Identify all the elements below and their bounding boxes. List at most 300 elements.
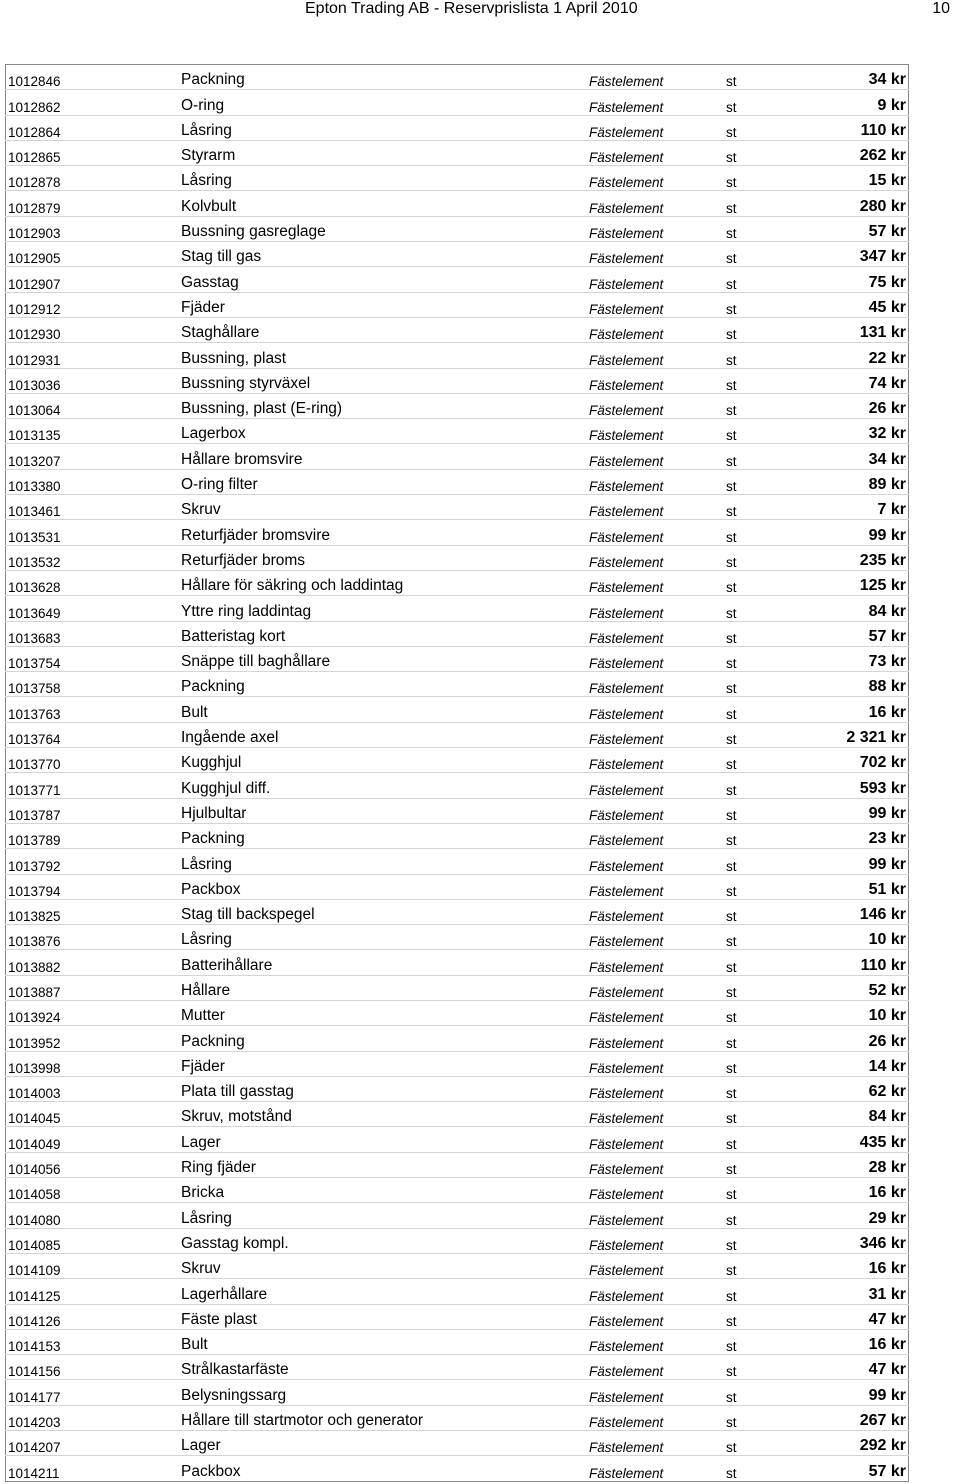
unit-cell: st [726,621,816,646]
part-number-cell: 1012862 [6,90,182,115]
part-name-cell: Yttre ring laddintag [181,596,589,621]
table-row [6,419,909,444]
part-name-cell: Skruv [181,1253,589,1278]
category-cell: Fästelement [589,1152,726,1177]
part-name-cell: Stag till gas [181,242,589,267]
part-number-cell: 1013758 [6,672,182,697]
price-cell: 51 kr [816,874,909,899]
category-cell: Fästelement [589,317,726,342]
part-number-cell: 1012930 [6,317,182,342]
unit-cell: st [726,849,816,874]
page-header [0,0,960,24]
price-cell: 31 kr [816,1279,909,1304]
part-number-cell: 1012903 [6,216,182,241]
price-cell: 28 kr [816,1152,909,1177]
part-number-cell: 1014109 [6,1253,182,1278]
table-row [6,1026,909,1051]
price-list-table-container [5,64,906,1482]
part-name-cell: Packning [181,823,589,848]
category-cell: Fästelement [589,697,726,722]
part-name-cell: Gasstag kompl. [181,1228,589,1253]
unit-cell: st [726,140,816,165]
part-number-cell: 1013882 [6,950,182,975]
table-row [6,773,909,798]
part-name-cell: Gasstag [181,267,589,292]
price-cell: 88 kr [816,672,909,697]
part-name-cell: Styrarm [181,140,589,165]
category-cell: Fästelement [589,545,726,570]
part-name-cell: Hållare till startmotor och generator [181,1405,589,1430]
category-cell: Fästelement [589,393,726,418]
part-number-cell: 1013064 [6,393,182,418]
price-cell: 26 kr [816,393,909,418]
category-cell: Fästelement [589,1076,726,1101]
table-row [6,621,909,646]
price-cell: 57 kr [816,216,909,241]
category-cell: Fästelement [589,874,726,899]
table-row [6,1228,909,1253]
table-row [6,798,909,823]
unit-cell: st [726,1000,816,1025]
price-cell: 10 kr [816,1000,909,1025]
part-name-cell: Batterihållare [181,950,589,975]
part-number-cell: 1012865 [6,140,182,165]
category-cell: Fästelement [589,773,726,798]
part-name-cell: Fäste plast [181,1304,589,1329]
price-cell: 346 kr [816,1228,909,1253]
part-number-cell: 1013952 [6,1026,182,1051]
unit-cell: st [726,1026,816,1051]
part-name-cell: Bult [181,1329,589,1354]
price-list-body [6,65,909,1482]
part-name-cell: Bussning gasreglage [181,216,589,241]
category-cell: Fästelement [589,722,726,747]
table-row [6,1355,909,1380]
price-cell: 292 kr [816,1431,909,1456]
price-cell: 22 kr [816,343,909,368]
part-name-cell: Returfjäder bromsvire [181,520,589,545]
table-row [6,1102,909,1127]
part-number-cell: 1013754 [6,646,182,671]
price-cell: 146 kr [816,899,909,924]
category-cell: Fästelement [589,596,726,621]
category-cell: Fästelement [589,242,726,267]
part-number-cell: 1013649 [6,596,182,621]
unit-cell: st [726,798,816,823]
part-number-cell: 1014153 [6,1329,182,1354]
price-list-table [5,64,909,1482]
category-cell: Fästelement [589,216,726,241]
part-name-cell: Packning [181,672,589,697]
part-number-cell: 1013792 [6,849,182,874]
table-row [6,191,909,216]
part-name-cell: Belysningssarg [181,1380,589,1405]
unit-cell: st [726,1076,816,1101]
category-cell: Fästelement [589,469,726,494]
unit-cell: st [726,975,816,1000]
price-cell: 262 kr [816,140,909,165]
table-row [6,1405,909,1430]
part-name-cell: Låsring [181,166,589,191]
category-cell: Fästelement [589,1253,726,1278]
table-row [6,748,909,773]
part-name-cell: Skruv [181,495,589,520]
part-number-cell: 1014045 [6,1102,182,1127]
category-cell: Fästelement [589,1304,726,1329]
price-cell: 15 kr [816,166,909,191]
price-cell: 45 kr [816,292,909,317]
unit-cell: st [726,115,816,140]
category-cell: Fästelement [589,1431,726,1456]
unit-cell: st [726,317,816,342]
part-number-cell: 1013876 [6,925,182,950]
unit-cell: st [726,1355,816,1380]
part-number-cell: 1013771 [6,773,182,798]
part-name-cell: Låsring [181,849,589,874]
unit-cell: st [726,343,816,368]
price-cell: 99 kr [816,849,909,874]
part-name-cell: Bussning, plast (E-ring) [181,393,589,418]
category-cell: Fästelement [589,191,726,216]
table-row [6,242,909,267]
part-name-cell: Kugghjul diff. [181,773,589,798]
part-name-cell: Batteristag kort [181,621,589,646]
category-cell: Fästelement [589,925,726,950]
unit-cell: st [726,65,816,90]
category-cell: Fästelement [589,570,726,595]
part-number-cell: 1013628 [6,570,182,595]
price-cell: 131 kr [816,317,909,342]
category-cell: Fästelement [589,1405,726,1430]
unit-cell: st [726,1456,816,1481]
part-name-cell: Packning [181,1026,589,1051]
price-cell: 52 kr [816,975,909,1000]
table-row [6,722,909,747]
part-name-cell: Strålkastarfäste [181,1355,589,1380]
table-row [6,1000,909,1025]
category-cell: Fästelement [589,140,726,165]
table-row [6,368,909,393]
unit-cell: st [726,90,816,115]
category-cell: Fästelement [589,166,726,191]
part-number-cell: 1012864 [6,115,182,140]
table-row [6,216,909,241]
category-cell: Fästelement [589,823,726,848]
part-number-cell: 1014056 [6,1152,182,1177]
price-cell: 125 kr [816,570,909,595]
part-number-cell: 1012907 [6,267,182,292]
table-row [6,570,909,595]
part-number-cell: 1014049 [6,1127,182,1152]
part-number-cell: 1012931 [6,343,182,368]
price-cell: 32 kr [816,419,909,444]
part-number-cell: 1013531 [6,520,182,545]
part-name-cell: Staghållare [181,317,589,342]
category-cell: Fästelement [589,1000,726,1025]
part-number-cell: 1014211 [6,1456,182,1481]
price-cell: 57 kr [816,1456,909,1481]
table-row [6,317,909,342]
table-row [6,672,909,697]
price-cell: 16 kr [816,1178,909,1203]
category-cell: Fästelement [589,646,726,671]
part-number-cell: 1014126 [6,1304,182,1329]
table-row [6,166,909,191]
unit-cell: st [726,570,816,595]
category-cell: Fästelement [589,267,726,292]
part-name-cell: Bult [181,697,589,722]
price-cell: 73 kr [816,646,909,671]
unit-cell: st [726,697,816,722]
category-cell: Fästelement [589,621,726,646]
table-row [6,1253,909,1278]
table-row [6,545,909,570]
table-row [6,1203,909,1228]
unit-cell: st [726,495,816,520]
price-cell: 62 kr [816,1076,909,1101]
page-number: 10 [932,0,950,17]
table-row [6,292,909,317]
price-cell: 99 kr [816,798,909,823]
part-number-cell: 1014207 [6,1431,182,1456]
price-cell: 23 kr [816,823,909,848]
unit-cell: st [726,1405,816,1430]
part-number-cell: 1013770 [6,748,182,773]
price-cell: 2 321 kr [816,722,909,747]
table-row [6,343,909,368]
price-cell: 10 kr [816,925,909,950]
part-number-cell: 1014156 [6,1355,182,1380]
price-cell: 99 kr [816,520,909,545]
part-number-cell: 1012905 [6,242,182,267]
part-number-cell: 1014177 [6,1380,182,1405]
category-cell: Fästelement [589,65,726,90]
table-row [6,823,909,848]
price-cell: 9 kr [816,90,909,115]
price-cell: 26 kr [816,1026,909,1051]
part-number-cell: 1012879 [6,191,182,216]
part-name-cell: Packbox [181,874,589,899]
unit-cell: st [726,444,816,469]
price-cell: 16 kr [816,697,909,722]
part-number-cell: 1013794 [6,874,182,899]
part-name-cell: Låsring [181,1203,589,1228]
table-row [6,65,909,90]
category-cell: Fästelement [589,1178,726,1203]
unit-cell: st [726,1380,816,1405]
part-name-cell: Fjäder [181,1051,589,1076]
part-number-cell: 1013787 [6,798,182,823]
price-cell: 89 kr [816,469,909,494]
part-name-cell: Kugghjul [181,748,589,773]
unit-cell: st [726,267,816,292]
price-cell: 435 kr [816,1127,909,1152]
price-cell: 14 kr [816,1051,909,1076]
price-cell: 110 kr [816,115,909,140]
part-name-cell: Lagerbox [181,419,589,444]
category-cell: Fästelement [589,292,726,317]
part-number-cell: 1014080 [6,1203,182,1228]
part-name-cell: Bussning styrväxel [181,368,589,393]
unit-cell: st [726,823,816,848]
part-name-cell: Bricka [181,1178,589,1203]
table-row [6,469,909,494]
unit-cell: st [726,1127,816,1152]
part-name-cell: Lager [181,1127,589,1152]
part-number-cell: 1012846 [6,65,182,90]
category-cell: Fästelement [589,90,726,115]
table-row [6,925,909,950]
unit-cell: st [726,242,816,267]
price-cell: 84 kr [816,596,909,621]
unit-cell: st [726,545,816,570]
unit-cell: st [726,646,816,671]
part-name-cell: Låsring [181,925,589,950]
unit-cell: st [726,520,816,545]
unit-cell: st [726,191,816,216]
table-row [6,520,909,545]
unit-cell: st [726,1253,816,1278]
table-row [6,596,909,621]
unit-cell: st [726,925,816,950]
table-row [6,950,909,975]
unit-cell: st [726,773,816,798]
unit-cell: st [726,1102,816,1127]
table-row [6,1051,909,1076]
unit-cell: st [726,292,816,317]
category-cell: Fästelement [589,798,726,823]
part-number-cell: 1013763 [6,697,182,722]
price-cell: 702 kr [816,748,909,773]
table-row [6,874,909,899]
part-number-cell: 1013380 [6,469,182,494]
part-name-cell: Ingående axel [181,722,589,747]
price-cell: 16 kr [816,1253,909,1278]
table-row [6,1304,909,1329]
unit-cell: st [726,166,816,191]
unit-cell: st [726,1051,816,1076]
part-number-cell: 1013683 [6,621,182,646]
part-name-cell: Hållare [181,975,589,1000]
category-cell: Fästelement [589,1456,726,1481]
part-number-cell: 1013887 [6,975,182,1000]
table-row [6,646,909,671]
category-cell: Fästelement [589,899,726,924]
part-number-cell: 1013924 [6,1000,182,1025]
category-cell: Fästelement [589,368,726,393]
part-name-cell: O-ring [181,90,589,115]
unit-cell: st [726,1329,816,1354]
part-number-cell: 1013825 [6,899,182,924]
part-number-cell: 1013998 [6,1051,182,1076]
unit-cell: st [726,1304,816,1329]
part-name-cell: Lagerhållare [181,1279,589,1304]
unit-cell: st [726,874,816,899]
category-cell: Fästelement [589,1102,726,1127]
category-cell: Fästelement [589,1329,726,1354]
price-cell: 47 kr [816,1304,909,1329]
price-cell: 347 kr [816,242,909,267]
table-row [6,1456,909,1481]
price-cell: 7 kr [816,495,909,520]
category-cell: Fästelement [589,343,726,368]
table-row [6,1329,909,1354]
part-name-cell: Stag till backspegel [181,899,589,924]
part-name-cell: Kolvbult [181,191,589,216]
price-cell: 74 kr [816,368,909,393]
part-number-cell: 1013207 [6,444,182,469]
unit-cell: st [726,899,816,924]
part-number-cell: 1014003 [6,1076,182,1101]
part-name-cell: Mutter [181,1000,589,1025]
price-cell: 110 kr [816,950,909,975]
part-name-cell: Returfjäder broms [181,545,589,570]
unit-cell: st [726,1203,816,1228]
table-row [6,1431,909,1456]
category-cell: Fästelement [589,1127,726,1152]
category-cell: Fästelement [589,115,726,140]
category-cell: Fästelement [589,950,726,975]
table-row [6,1127,909,1152]
price-cell: 280 kr [816,191,909,216]
part-number-cell: 1014058 [6,1178,182,1203]
part-name-cell: Hjulbultar [181,798,589,823]
unit-cell: st [726,469,816,494]
category-cell: Fästelement [589,975,726,1000]
category-cell: Fästelement [589,748,726,773]
price-cell: 16 kr [816,1329,909,1354]
unit-cell: st [726,393,816,418]
unit-cell: st [726,950,816,975]
part-name-cell: Packbox [181,1456,589,1481]
table-row [6,495,909,520]
part-number-cell: 1012912 [6,292,182,317]
category-cell: Fästelement [589,495,726,520]
table-row [6,1076,909,1101]
part-name-cell: Ring fjäder [181,1152,589,1177]
part-number-cell: 1013135 [6,419,182,444]
unit-cell: st [726,722,816,747]
part-number-cell: 1014125 [6,1279,182,1304]
category-cell: Fästelement [589,1203,726,1228]
part-name-cell: O-ring filter [181,469,589,494]
category-cell: Fästelement [589,849,726,874]
table-row [6,1178,909,1203]
category-cell: Fästelement [589,672,726,697]
part-name-cell: Bussning, plast [181,343,589,368]
part-number-cell: 1014085 [6,1228,182,1253]
part-number-cell: 1013532 [6,545,182,570]
unit-cell: st [726,1228,816,1253]
table-row [6,975,909,1000]
price-cell: 29 kr [816,1203,909,1228]
part-number-cell: 1013036 [6,368,182,393]
part-name-cell: Skruv, motstånd [181,1102,589,1127]
part-name-cell: Hållare för säkring och laddintag [181,570,589,595]
unit-cell: st [726,748,816,773]
table-row [6,115,909,140]
part-name-cell: Hållare bromsvire [181,444,589,469]
price-cell: 84 kr [816,1102,909,1127]
unit-cell: st [726,419,816,444]
table-row [6,90,909,115]
part-name-cell: Packning [181,65,589,90]
part-number-cell: 1014203 [6,1405,182,1430]
category-cell: Fästelement [589,1026,726,1051]
price-cell: 57 kr [816,621,909,646]
category-cell: Fästelement [589,419,726,444]
document-title: Epton Trading AB - Reservprislista 1 April 2010 [305,0,638,17]
